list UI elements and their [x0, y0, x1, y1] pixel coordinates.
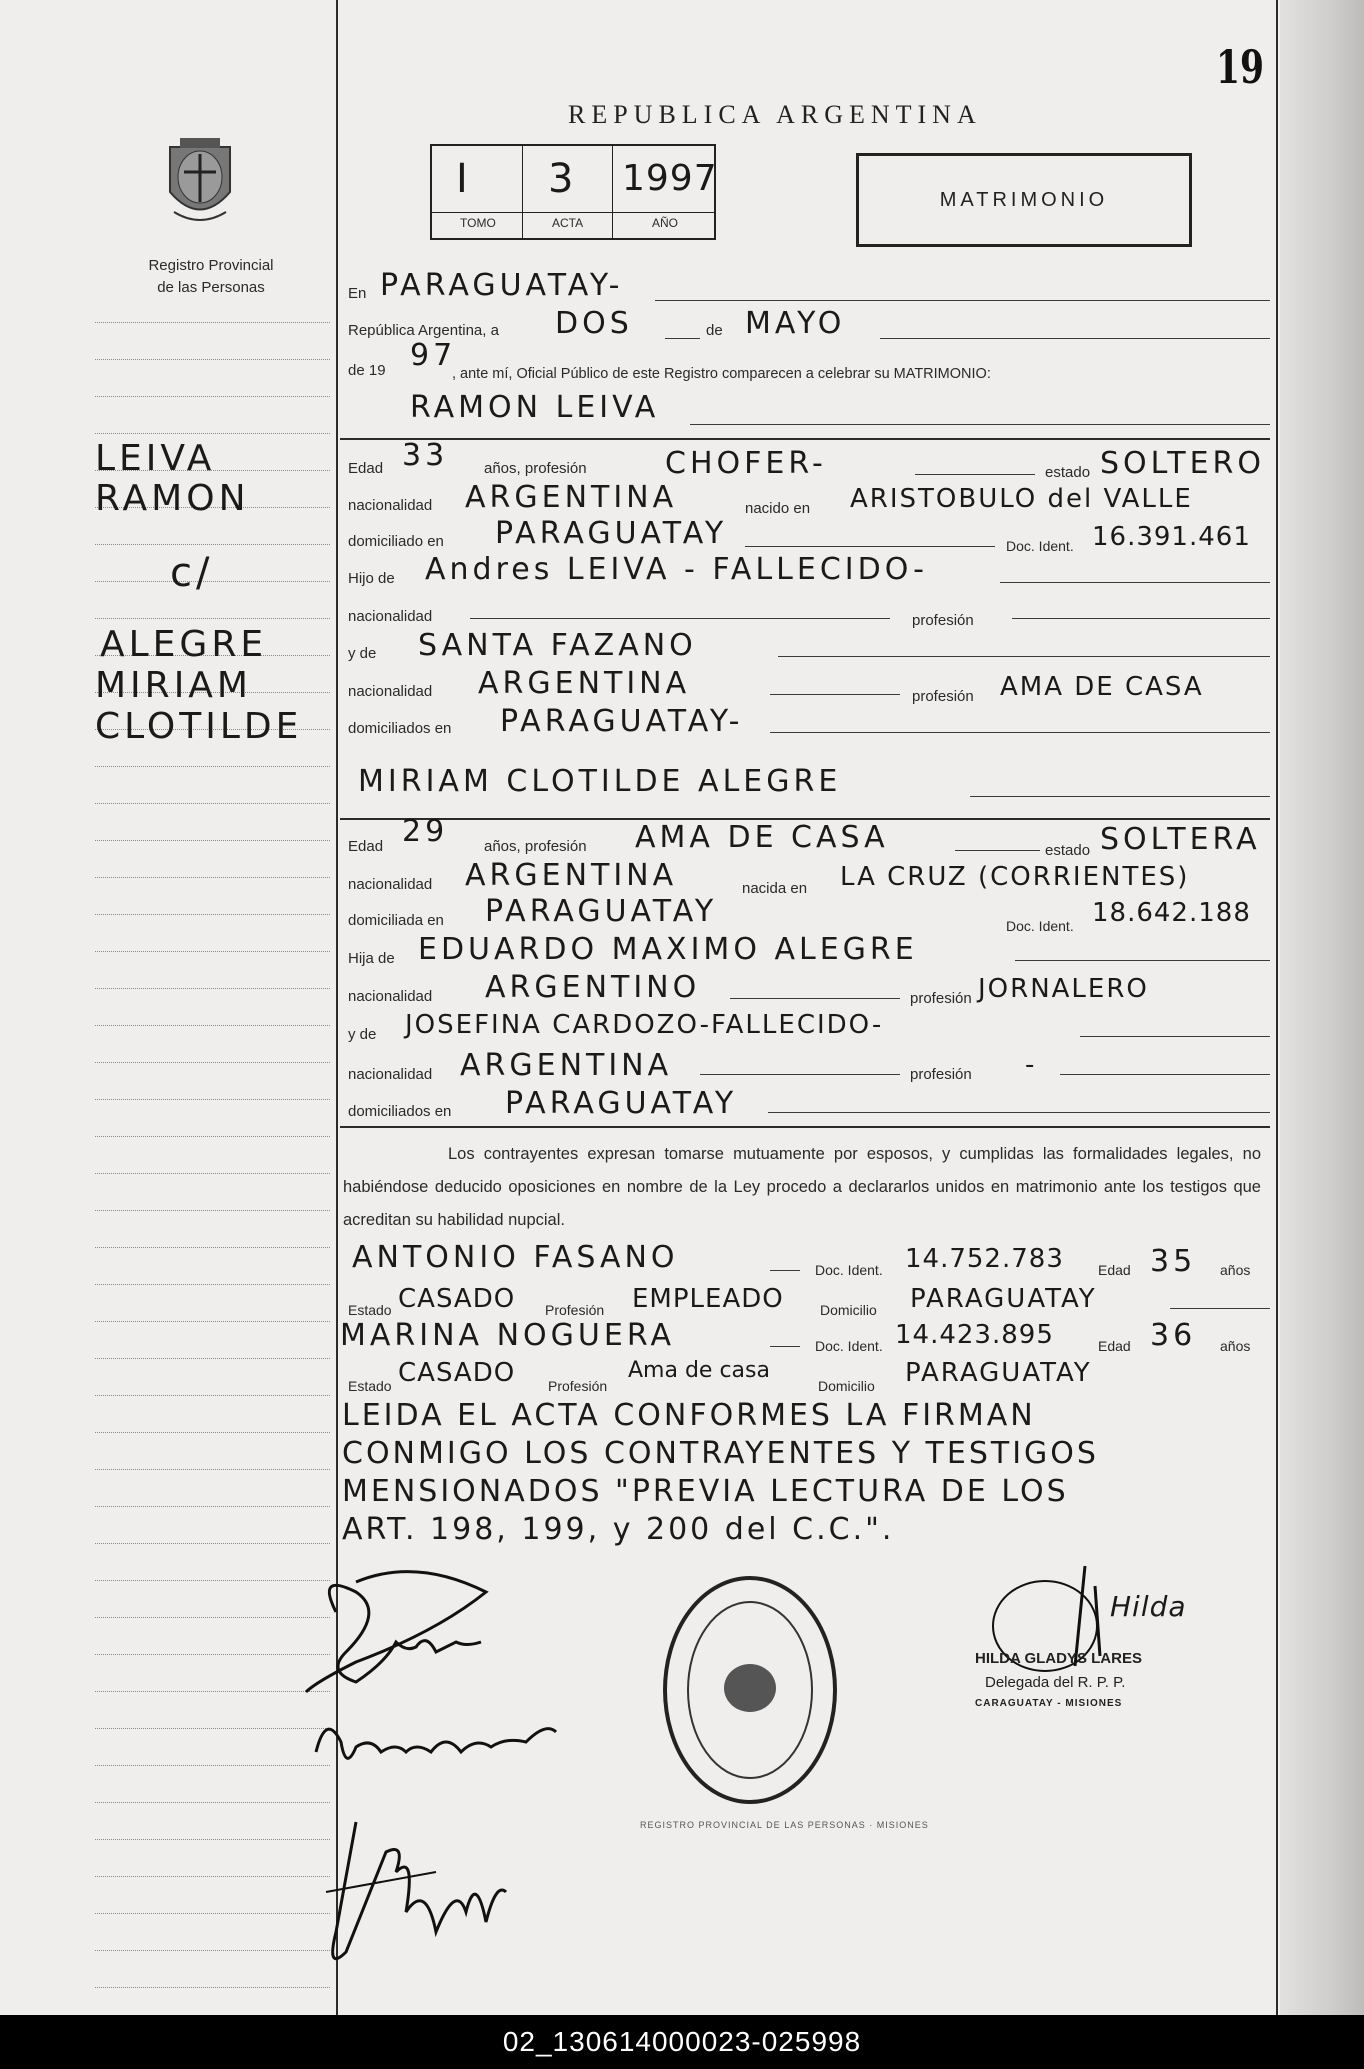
label-doc-ident-bride: Doc. Ident.	[1006, 918, 1074, 934]
label-edad-bride: Edad	[348, 838, 384, 855]
label-nacionalidad-3: nacionalidad	[348, 683, 433, 700]
margin-note-line-6: CLOTILDE	[95, 706, 303, 747]
bride-mother-nationality: ARGENTINA	[460, 1048, 673, 1083]
margin-rule-line	[95, 951, 330, 952]
margin-rule-line	[95, 1210, 330, 1211]
margin-note-line-5: MIRIAM	[95, 665, 252, 706]
page-title: REPUBLICA ARGENTINA	[568, 100, 982, 129]
margin-rule-line	[95, 1617, 330, 1618]
margin-rule-line	[95, 914, 330, 915]
label-witness-2-domicilio: Domicilio	[818, 1378, 875, 1394]
legal-paragraph: Los contrayentes expresan tomarse mutuamente por esposos, y cumplidas las formalidades legales, no habiéndose deducido oposiciones en nombre de la Ley procedo a declararlos unidos en matrimonio ante los testigos que acreditan su habilidad nupcial.	[343, 1145, 1261, 1229]
margin-rule-line	[95, 1284, 330, 1285]
signature-scribbles	[296, 1552, 596, 1992]
margin-rule-line	[95, 1395, 330, 1396]
official-title: Delegada del R. P. P.	[985, 1674, 1126, 1691]
closing-line-1: LEIDA EL ACTA CONFORMES LA FIRMAN	[342, 1398, 1036, 1433]
bride-mother-profession: -	[1025, 1050, 1037, 1080]
label-witness-2-anos: años	[1220, 1338, 1251, 1354]
witness-2-age: 36	[1150, 1318, 1197, 1353]
label-nacida-en: nacida en	[742, 880, 808, 897]
label-nacionalidad-bride: nacionalidad	[348, 876, 433, 893]
bride-father-profession: JORNALERO	[978, 974, 1149, 1004]
bride-profession: AMA DE CASA	[635, 820, 889, 855]
label-witness-2-profesion: Profesión	[548, 1378, 608, 1394]
margin-rule-line	[95, 1987, 330, 1988]
groom-status: SOLTERO	[1100, 446, 1265, 481]
official-place: CARAGUATAY - MISIONES	[975, 1698, 1123, 1709]
margin-rule-line	[95, 1580, 330, 1581]
margin-rule-line	[95, 1321, 330, 1322]
margin-rule-line	[95, 1950, 330, 1951]
official-seal	[660, 1570, 840, 1815]
margin-rule-line	[95, 1099, 330, 1100]
day-value: DOS	[555, 306, 633, 341]
label-domiciliado-en: domiciliado en	[348, 533, 444, 550]
groom-birthplace: ARISTOBULO del VALLE	[850, 484, 1193, 514]
label-witness-2-edad: Edad	[1098, 1338, 1131, 1354]
registry-line-2: de las Personas	[157, 279, 265, 296]
label-y-de: y de	[348, 645, 377, 662]
margin-rule-line	[95, 322, 330, 323]
ano-value: 1997	[622, 158, 718, 199]
label-witness-1-anos: años	[1220, 1262, 1251, 1278]
groom-age: 33	[402, 438, 449, 473]
witness-2-domicile: PARAGUATAY	[905, 1358, 1092, 1388]
label-edad: Edad	[348, 460, 384, 477]
groom-name: RAMON LEIVA	[410, 390, 660, 425]
margin-rule-line	[95, 1432, 330, 1433]
label-hijo-de: Hijo de	[348, 570, 395, 587]
closing-line-2: CONMIGO LOS CONTRAYENTES Y TESTIGOS	[342, 1436, 1099, 1471]
label-y-de-bride: y de	[348, 1026, 377, 1043]
page-number: 19	[1216, 40, 1265, 94]
margin-rule-line	[95, 988, 330, 989]
margin-rule-line	[95, 1062, 330, 1063]
margin-note-line-4: ALEGRE	[100, 624, 268, 665]
label-witness-1-profesion: Profesión	[545, 1302, 605, 1318]
groom-nationality: ARGENTINA	[465, 480, 678, 515]
label-hija-de: Hija de	[348, 950, 395, 967]
label-profesion: profesión	[912, 612, 974, 629]
groom-mother-profession: AMA DE CASA	[1000, 672, 1204, 702]
ano-label: AÑO	[652, 216, 679, 230]
witness-1-doc: 14.752.783	[905, 1244, 1064, 1274]
margin-rule-line	[95, 544, 330, 545]
bride-father: EDUARDO MAXIMO ALEGRE	[418, 932, 918, 967]
witness-1-domicile: PARAGUATAY	[910, 1284, 1097, 1314]
margin-rule-line	[95, 766, 330, 767]
margin-rule-line	[95, 1765, 330, 1766]
record-type-box: MATRIMONIO	[856, 153, 1192, 247]
year-value: 97	[410, 338, 457, 373]
margin-rule-line	[95, 1913, 330, 1914]
label-anos-profesion: años, profesión	[484, 460, 587, 477]
groom-parents-domicile: PARAGUATAY-	[500, 704, 744, 739]
margin-rule-line	[95, 1358, 330, 1359]
official-name: HILDA GLADYS LARES	[975, 1650, 1142, 1667]
bride-father-nationality: ARGENTINO	[485, 970, 701, 1005]
label-anos-profesion-bride: años, profesión	[484, 838, 587, 855]
bride-nationality: ARGENTINA	[465, 858, 678, 893]
tomo-label: TOMO	[460, 216, 496, 230]
page-edge	[1280, 0, 1364, 2015]
closing-line-4: ART. 198, 199, y 200 del C.C.".	[342, 1512, 895, 1547]
label-witness-1-edad: Edad	[1098, 1262, 1131, 1278]
margin-rule-line	[95, 1136, 330, 1137]
margin-rule-line	[95, 1691, 330, 1692]
label-domiciliados-en-bride: domiciliados en	[348, 1103, 452, 1120]
month-value: MAYO	[745, 306, 846, 341]
label-estado-bride: estado	[1045, 842, 1091, 859]
margin-rule-line	[95, 1543, 330, 1544]
bride-mother: JOSEFINA CARDOZO-FALLECIDO-	[405, 1010, 884, 1040]
label-en: En	[348, 285, 367, 302]
bride-doc: 18.642.188	[1092, 898, 1251, 928]
closing-line-3: MENSIONADOS "PREVIA LECTURA DE LOS	[342, 1474, 1069, 1509]
margin-rule-line	[95, 803, 330, 804]
margin-rule-line	[95, 1506, 330, 1507]
acta-label: ACTA	[552, 216, 584, 230]
margin-rule-line	[95, 1025, 330, 1026]
seal-text: REGISTRO PROVINCIAL DE LAS PERSONAS · MISIONES	[640, 1820, 929, 1830]
footer-id: 02_130614000023-025998	[0, 2015, 1364, 2069]
witness-2-doc: 14.423.895	[895, 1320, 1054, 1350]
groom-mother-nationality: ARGENTINA	[478, 666, 691, 701]
label-profesion-2: profesión	[912, 688, 974, 705]
margin-rule-line	[95, 1839, 330, 1840]
label-de: de	[706, 322, 723, 339]
label-profesion-bride: profesión	[910, 990, 972, 1007]
official-signature-text: Hilda	[1110, 1590, 1187, 1623]
witness-1-age: 35	[1150, 1244, 1197, 1279]
margin-rule-line	[95, 1728, 330, 1729]
groom-profession: CHOFER-	[665, 446, 827, 481]
bride-parents-domicile: PARAGUATAY	[505, 1086, 738, 1121]
margin-rule-line	[95, 1173, 330, 1174]
margin-note-line-1: LEIVA	[95, 438, 216, 479]
label-de19: de 19	[348, 362, 386, 379]
groom-domicile: PARAGUATAY	[495, 516, 728, 551]
signatures	[296, 1552, 596, 1997]
witness-2-name: MARINA NOGUERA	[340, 1318, 675, 1353]
tomo-value: I	[456, 156, 472, 202]
margin-note-line-3: c/	[170, 550, 214, 596]
right-border	[1276, 0, 1278, 2015]
label-nacido-en: nacido en	[745, 500, 811, 517]
label-profesion-bride-2: profesión	[910, 1066, 972, 1083]
label-witness-1-estado: Estado	[348, 1302, 392, 1318]
witness-1-status: CASADO	[398, 1284, 516, 1314]
margin-rule-line	[95, 1654, 330, 1655]
label-witness-1-doc: Doc. Ident.	[815, 1262, 883, 1278]
bride-status: SOLTERA	[1100, 822, 1261, 857]
witness-2-status: CASADO	[398, 1358, 516, 1388]
label-witness-2-doc: Doc. Ident.	[815, 1338, 883, 1354]
bride-age: 29	[402, 814, 449, 849]
label-estado: estado	[1045, 464, 1091, 481]
bride-birthplace: LA CRUZ (CORRIENTES)	[840, 862, 1190, 892]
margin-rule-line	[95, 1876, 330, 1877]
label-doc-ident: Doc. Ident.	[1006, 538, 1074, 554]
label-witness-1-domicilio: Domicilio	[820, 1302, 877, 1318]
label-ante: , ante mí, Oficial Público de este Registro comparecen a celebrar su MATRIMONIO:	[452, 366, 991, 382]
label-republica: República Argentina, a	[348, 322, 499, 339]
registry-line-1: Registro Provincial	[148, 257, 274, 274]
margin-rule-line	[95, 1802, 330, 1803]
acta-value: 3	[548, 156, 578, 202]
registry-label	[126, 255, 296, 299]
label-domiciliada-en: domiciliada en	[348, 912, 444, 929]
label-nacionalidad-bride-2: nacionalidad	[348, 988, 433, 1005]
label-nacionalidad: nacionalidad	[348, 497, 433, 514]
margin-rule-line	[95, 1469, 330, 1470]
margin-rule-line	[95, 1247, 330, 1248]
margin-rule-line	[95, 359, 330, 360]
label-domiciliados-en: domiciliados en	[348, 720, 452, 737]
margin-rule-line	[95, 618, 330, 619]
coat-of-arms-icon	[160, 132, 240, 237]
label-nacionalidad-bride-3: nacionalidad	[348, 1066, 433, 1083]
margin-rule-line	[95, 840, 330, 841]
margin-rule-line	[95, 433, 330, 434]
groom-mother: SANTA FAZANO	[418, 628, 697, 663]
groom-father: Andres LEIVA - FALLECIDO-	[425, 552, 928, 587]
label-nacionalidad-2: nacionalidad	[348, 608, 433, 625]
bride-domicile: PARAGUATAY	[485, 894, 718, 929]
margin-note-line-2: RAMON	[95, 478, 250, 519]
margin-rule-line	[95, 396, 330, 397]
label-witness-2-estado: Estado	[348, 1378, 392, 1394]
record-number-box	[430, 144, 716, 240]
witness-1-name: ANTONIO FASANO	[352, 1240, 679, 1275]
bride-name: MIRIAM CLOTILDE ALEGRE	[358, 764, 842, 799]
place-value: PARAGUATAY-	[380, 268, 624, 303]
witness-2-profession: Ama de casa	[628, 1358, 770, 1383]
groom-doc: 16.391.461	[1092, 522, 1251, 552]
margin-rule-line	[95, 877, 330, 878]
witness-1-profession: EMPLEADO	[632, 1284, 784, 1314]
